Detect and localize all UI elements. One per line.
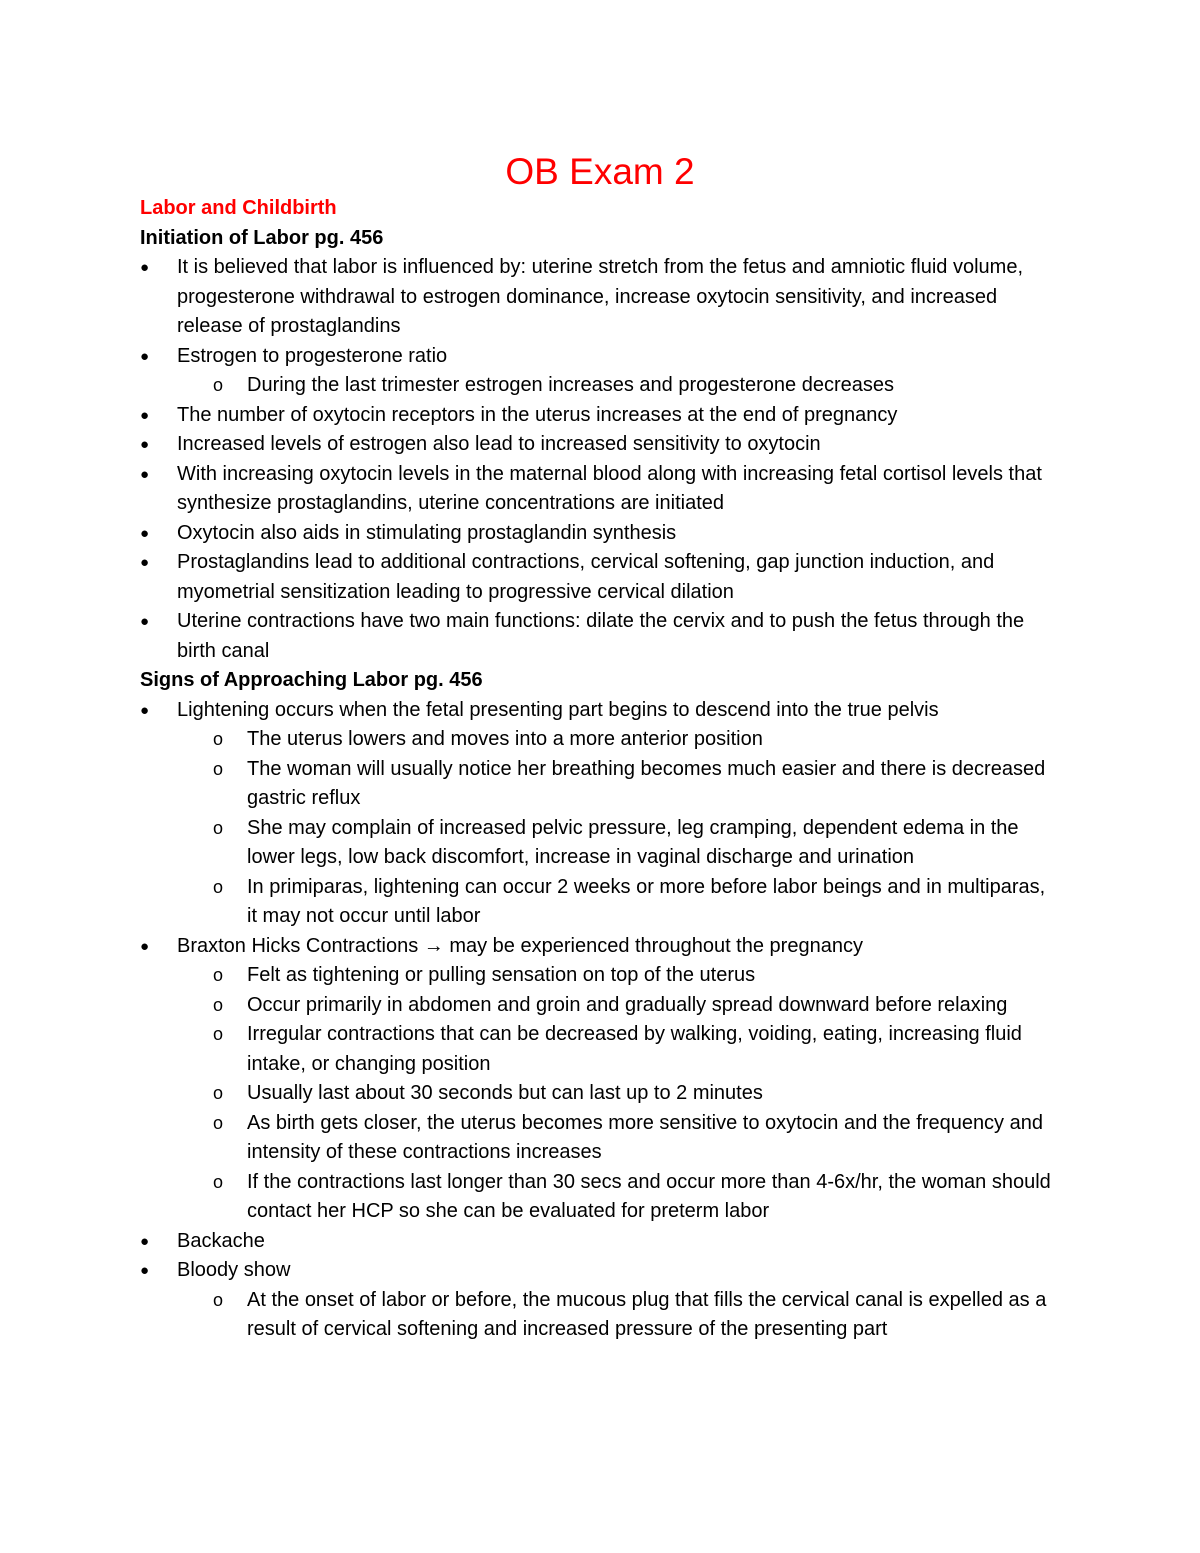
list-item-text: Prostaglandins lead to additional contractions, cervical softening, gap junction induction, and myometrial sensitization leading to progressive cervical dilation <box>177 551 995 603</box>
sub-list-item-text: At the onset of labor or before, the mucous plug that fills the cervical canal is expelled as a result of cervical softening and increased pressure of the presenting part <box>247 1288 1047 1340</box>
sub-list-item-text: Usually last about 30 seconds but can last up to 2 minutes <box>247 1082 763 1104</box>
bullet-icon: ● <box>140 1232 150 1250</box>
list-item <box>140 519 1060 549</box>
sub-list-item <box>140 371 1060 401</box>
sub-list-item <box>140 873 1060 932</box>
list-item <box>140 342 1060 372</box>
bullet-icon: ● <box>140 613 150 630</box>
section-heading: Labor and Childbirth <box>140 197 337 219</box>
subheading-signs-of-approaching-labor: Signs of Approaching Labor pg. 456 <box>140 669 483 691</box>
bullet-icon: ● <box>140 1262 150 1279</box>
circle-bullet-icon: o <box>213 729 224 749</box>
circle-bullet-icon: o <box>213 1024 224 1044</box>
sub-list-item <box>140 1168 1060 1227</box>
bullet-icon: ● <box>140 406 150 424</box>
bullet-icon: ● <box>140 347 150 365</box>
bullet-icon: ● <box>140 701 150 719</box>
list-item <box>140 607 1060 666</box>
sub-list-item-text: The woman will usually notice her breathing becomes much easier and there is decreased gastric reflux <box>247 757 1046 809</box>
list-item-text: Lightening occurs when the fetal presenting part begins to descend into the true pelvis <box>177 698 939 721</box>
sub-list-item-text: If the contractions last longer than 30 secs and occur more than 4-6x/hr, the woman should contact her HCP so she can be evaluated for preterm labor <box>247 1170 1051 1222</box>
list-item-text: Uterine contractions have two main functions: dilate the cervix and to push the fetus through the birth canal <box>177 610 1025 662</box>
bullet-icon: ● <box>140 937 150 955</box>
sub-list-item <box>140 725 1060 755</box>
circle-bullet-icon: o <box>213 1083 224 1103</box>
circle-bullet-icon: o <box>213 1171 224 1192</box>
sub-list-item-text: She may complain of increased pelvic pressure, leg cramping, dependent edema in the lower legs, low back discomfort, increase in vaginal discharge and urination <box>247 816 1019 868</box>
sub-list-item-text: The uterus lowers and moves into a more anterior position <box>247 728 763 750</box>
list-item-text-suffix: may be experienced throughout the pregnancy <box>449 934 863 957</box>
list-item-text: Estrogen to progesterone ratio <box>177 344 448 367</box>
list-item <box>140 1256 1060 1286</box>
sub-list-item-text: As birth gets closer, the uterus becomes more sensitive to oxytocin and the frequency and intensity of these contractions increases <box>247 1111 1043 1163</box>
list-item <box>140 696 1060 726</box>
bullet-icon: ● <box>140 554 150 571</box>
list-item-text: It is believed that labor is influenced by: uterine stretch from the fetus and amniotic fluid volume, progesterone withdrawal to estrogen dominance, increase oxytocin sensitivity, and increased release of prostaglandins <box>177 256 1023 337</box>
sub-list-item-text: Felt as tightening or pulling sensation on top of the uterus <box>247 964 756 986</box>
right-arrow-icon: → <box>423 934 444 957</box>
sub-list-item-text: During the last trimester estrogen increases and progesterone decreases <box>247 374 895 396</box>
list-item-text: Backache <box>177 1229 265 1252</box>
sub-list-item <box>140 961 1060 991</box>
sub-list-item-text: In primiparas, lightening can occur 2 weeks or more before labor beings and in multiparas, it may not occur until labor <box>247 875 1046 927</box>
sub-list-item <box>140 755 1060 814</box>
list-item <box>140 548 1060 607</box>
sub-list-item-text: Occur primarily in abdomen and groin and gradually spread downward before relaxing <box>247 993 1008 1016</box>
list-item <box>140 430 1060 460</box>
sub-list-item <box>140 1020 1060 1079</box>
document-title: OB Exam 2 <box>505 151 695 192</box>
list-item-text: Increased levels of estrogen also lead to increased sensitivity to oxytocin <box>177 433 821 455</box>
circle-bullet-icon: o <box>213 817 224 838</box>
circle-bullet-icon: o <box>213 876 224 897</box>
list-item <box>140 460 1060 519</box>
sub-list-item-text: Irregular contractions that can be decreased by walking, voiding, eating, increasing fluid intake, or changing position <box>247 1023 1022 1075</box>
list-item <box>140 253 1060 342</box>
list-item-text: The number of oxytocin receptors in the uterus increases at the end of pregnancy <box>177 403 898 426</box>
sub-list-item <box>140 1109 1060 1168</box>
list-item <box>140 1227 1060 1257</box>
bullet-icon: ● <box>140 259 150 276</box>
circle-bullet-icon: o <box>213 375 224 395</box>
bullet-icon: ● <box>140 436 150 453</box>
circle-bullet-icon: o <box>213 965 224 985</box>
circle-bullet-icon: o <box>213 1112 224 1133</box>
sub-list-item <box>140 1286 1060 1345</box>
signs-list <box>140 696 1060 1345</box>
subheading-initiation-of-labor: Initiation of Labor pg. 456 <box>140 226 384 249</box>
circle-bullet-icon: o <box>213 758 224 779</box>
list-item <box>140 401 1060 431</box>
list-item <box>140 932 1060 962</box>
list-item-text: Oxytocin also aids in stimulating prostaglandin synthesis <box>177 521 677 544</box>
document-content <box>140 194 1060 1345</box>
circle-bullet-icon: o <box>213 1289 224 1310</box>
initiation-list <box>140 253 1060 666</box>
sub-list-item <box>140 814 1060 873</box>
sub-list-item <box>140 1079 1060 1109</box>
circle-bullet-icon: o <box>213 994 224 1015</box>
sub-list-item <box>140 991 1060 1021</box>
list-item-text: Bloody show <box>177 1259 291 1281</box>
list-item-text-prefix: Braxton Hicks Contractions <box>177 934 419 957</box>
bullet-icon: ● <box>140 465 150 483</box>
list-item-text: With increasing oxytocin levels in the maternal blood along with increasing fetal cortisol levels that synthesize prostaglandins, uterine concentrations are initiated <box>177 462 1042 514</box>
bullet-icon: ● <box>140 524 150 542</box>
